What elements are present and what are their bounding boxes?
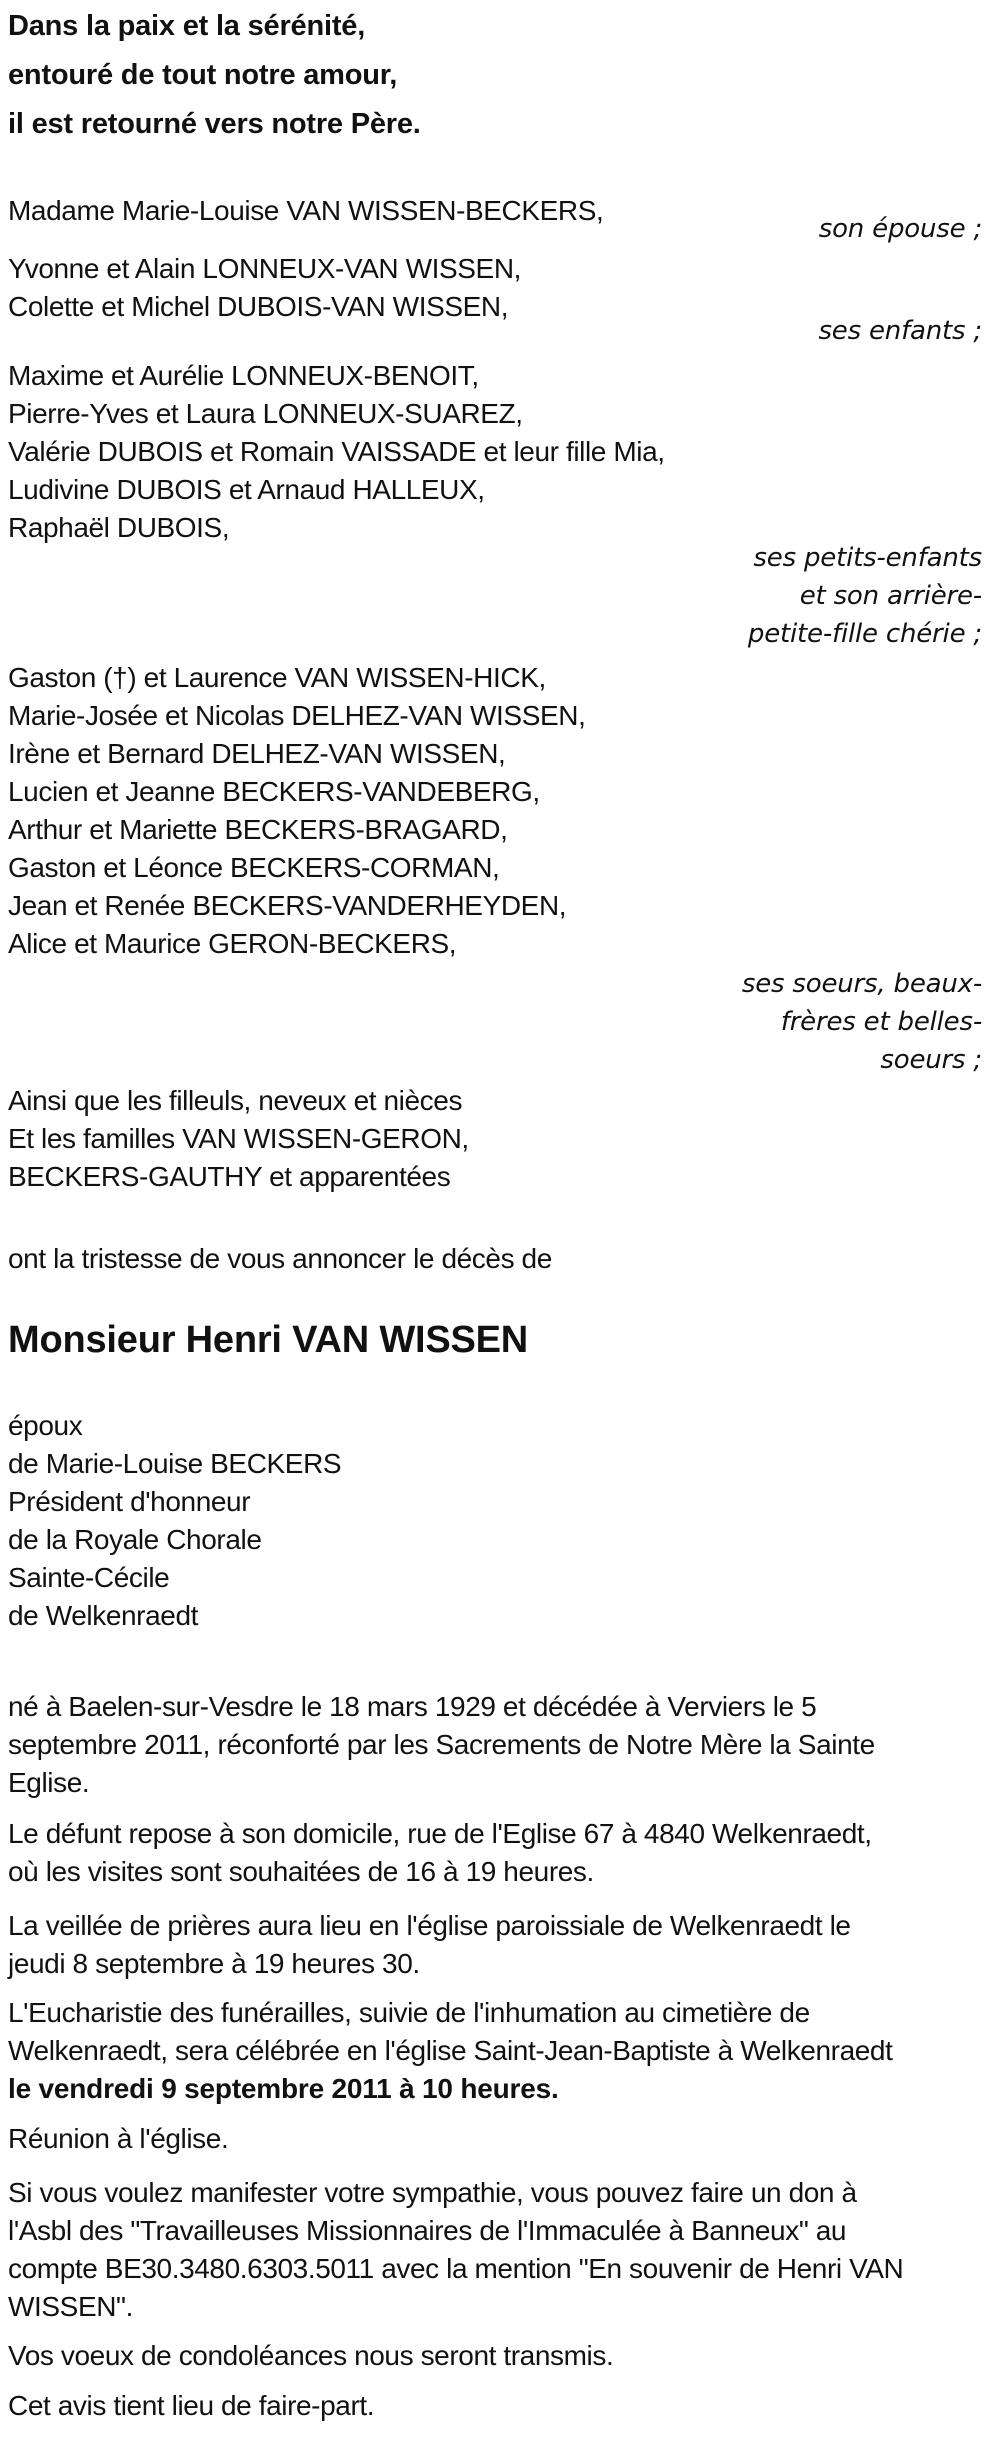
grandchildren-names-block <box>8 357 982 547</box>
vigil-line: jeudi 8 septembre à 19 heures 30. <box>8 1948 420 1979</box>
grandchild-name-line: Valérie DUBOIS et Romain VAISSADE et leur fille Mia, <box>8 436 665 467</box>
other-family-line: Ainsi que les filleuls, neveux et nièces <box>8 1085 463 1116</box>
announcement-line: ont la tristesse de vous annoncer le décès de <box>8 1243 552 1274</box>
grandchild-name-line: Maxime et Aurélie LONNEUX-BENOIT, <box>8 360 479 391</box>
birth-death-paragraph <box>8 1688 982 1802</box>
sibling-name-line: Marie-Josée et Nicolas DELHEZ-VAN WISSEN, <box>8 700 586 731</box>
grandchild-name-line: Pierre-Yves et Laura LONNEUX-SUAREZ, <box>8 398 523 429</box>
funeral-line: L'Eucharistie des funérailles, suivie de l'inhumation au cimetière de <box>8 1997 810 2028</box>
deceased-title-line: de la Royale Chorale <box>8 1524 262 1555</box>
relation-children: ses enfants ; <box>818 316 982 346</box>
funeral-paragraph <box>8 1994 982 2108</box>
relation-line: petite-fille chérie ; <box>747 619 982 649</box>
donation-line: WISSEN". <box>8 2291 133 2322</box>
relation-grandchildren <box>8 539 982 653</box>
relation-siblings <box>8 965 982 1079</box>
deceased-titles-block <box>8 1407 982 1635</box>
donation-line: compte BE30.3480.6303.5011 avec la mention "En souvenir de Henri VAN <box>8 2253 904 2284</box>
child-name-line: Yvonne et Alain LONNEUX-VAN WISSEN, <box>8 253 522 284</box>
deceased-title-line: Président d'honneur <box>8 1486 251 1517</box>
relation-line: ses petits-enfants <box>753 543 982 573</box>
sibling-name-line: Irène et Bernard DELHEZ-VAN WISSEN, <box>8 738 506 769</box>
sibling-name-line: Lucien et Jeanne BECKERS-VANDEBERG, <box>8 776 540 807</box>
birth-death-line: né à Baelen-sur-Vesdre le 18 mars 1929 et décédée à Verviers le 5 <box>8 1691 817 1722</box>
deceased-name-heading: Monsieur Henri VAN WISSEN <box>8 1319 529 1361</box>
intro-line: entouré de tout notre amour, <box>8 59 398 91</box>
repose-paragraph <box>8 1815 982 1891</box>
intro-verse <box>8 2 982 149</box>
sibling-name-line: Arthur et Mariette BECKERS-BRAGARD, <box>8 814 508 845</box>
relation-line: soeurs ; <box>880 1045 982 1075</box>
notice-line: Cet avis tient lieu de faire-part. <box>8 2390 375 2421</box>
child-name-line: Colette et Michel DUBOIS-VAN WISSEN, <box>8 291 509 322</box>
relation-line: frères et belles- <box>780 1007 982 1037</box>
sibling-name-line: Jean et Renée BECKERS-VANDERHEYDEN, <box>8 890 567 921</box>
other-family-line: Et les familles VAN WISSEN-GERON, <box>8 1123 469 1154</box>
vigil-line: La veillée de prières aura lieu en l'église paroissiale de Welkenraedt le <box>8 1910 851 1941</box>
birth-death-line: Eglise. <box>8 1767 90 1798</box>
sibling-name-line: Gaston (†) et Laurence VAN WISSEN-HICK, <box>8 662 546 693</box>
relation-line: ses soeurs, beaux- <box>741 969 982 999</box>
repose-line: où les visites sont souhaitées de 16 à 19 heures. <box>8 1856 594 1887</box>
grandchild-name-line: Ludivine DUBOIS et Arnaud HALLEUX, <box>8 474 485 505</box>
spouse-name-line: Madame Marie-Louise VAN WISSEN-BECKERS, <box>8 195 604 226</box>
deceased-title-line: de Welkenraedt <box>8 1600 199 1631</box>
sibling-name-line: Gaston et Léonce BECKERS-CORMAN, <box>8 852 500 883</box>
donation-line: Si vous voulez manifester votre sympathie, vous pouvez faire un don à <box>8 2177 857 2208</box>
other-family-line: BECKERS-GAUTHY et apparentées <box>8 1161 451 1192</box>
vigil-paragraph <box>8 1907 982 1983</box>
intro-line: il est retourné vers notre Père. <box>8 108 421 140</box>
deceased-title-line: époux <box>8 1410 83 1441</box>
condolences-line: Vos voeux de condoléances nous seront transmis. <box>8 2340 614 2371</box>
other-family-block <box>8 1082 982 1196</box>
grandchild-name-line: Raphaël DUBOIS, <box>8 512 230 543</box>
relation-line: et son arrière- <box>799 581 982 611</box>
donation-paragraph <box>8 2174 982 2326</box>
reunion-line: Réunion à l'église. <box>8 2123 229 2154</box>
deceased-title-line: de Marie-Louise BECKERS <box>8 1448 342 1479</box>
funeral-date-line: le vendredi 9 septembre 2011 à 10 heures. <box>8 2073 559 2104</box>
birth-death-line: septembre 2011, réconforté par les Sacrements de Notre Mère la Sainte <box>8 1729 875 1760</box>
siblings-names-block <box>8 659 982 963</box>
repose-line: Le défunt repose à son domicile, rue de l'Eglise 67 à 4840 Welkenraedt, <box>8 1818 872 1849</box>
sibling-name-line: Alice et Maurice GERON-BECKERS, <box>8 928 457 959</box>
funeral-line: Welkenraedt, sera célébrée en l'église Saint-Jean-Baptiste à Welkenraedt <box>8 2035 893 2066</box>
deceased-title-line: Sainte-Cécile <box>8 1562 170 1593</box>
intro-line: Dans la paix et la sérénité, <box>8 10 366 42</box>
relation-spouse: son épouse ; <box>818 214 982 244</box>
donation-line: l'Asbl des "Travailleuses Missionnaires de l'Immaculée à Banneux" au <box>8 2215 847 2246</box>
